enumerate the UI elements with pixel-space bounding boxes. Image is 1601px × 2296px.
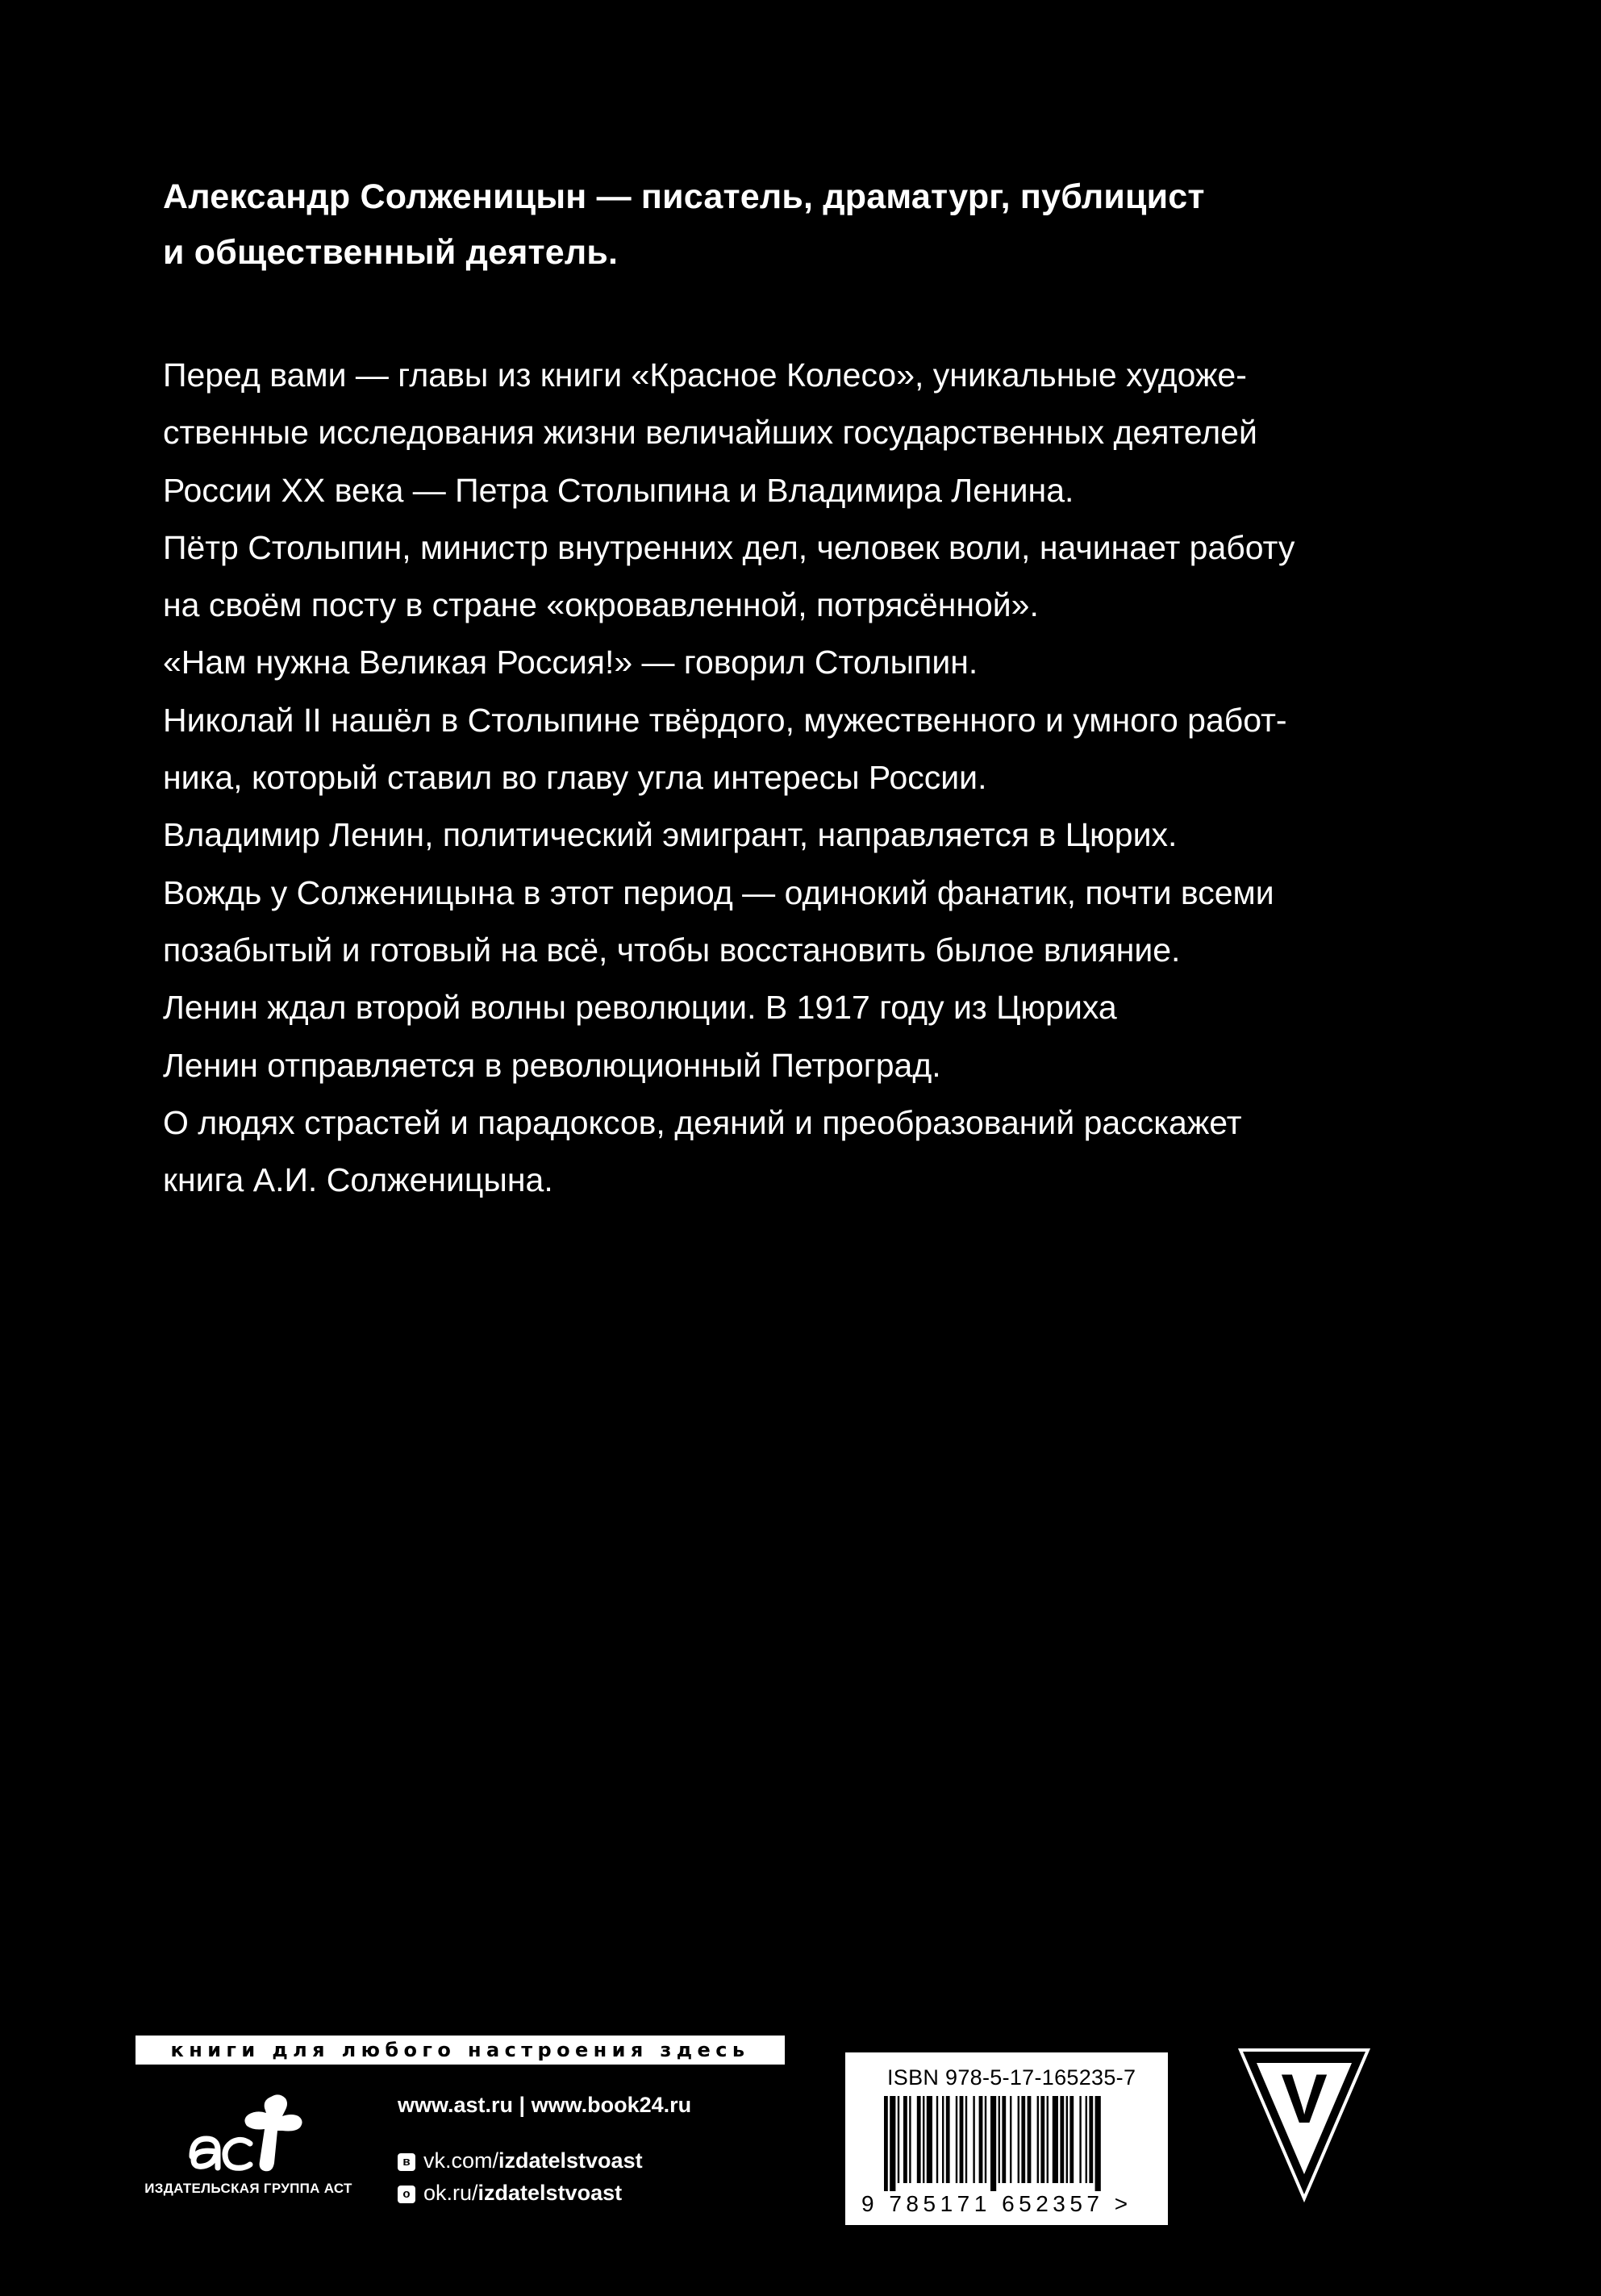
imprint-logo bbox=[1236, 2045, 1373, 2203]
annotation-line: Вождь у Солженицына в этот период — одинокий фанатик, почти всеми bbox=[163, 873, 1274, 911]
barcode-bar bbox=[1010, 2096, 1011, 2183]
annotation-text bbox=[163, 347, 1486, 1209]
annotation-line: книга А.И. Солженицына. bbox=[163, 1161, 553, 1199]
barcode-bar bbox=[1021, 2096, 1025, 2183]
ean-digits: 9 785171 652357 > bbox=[861, 2191, 1132, 2216]
barcode-bar bbox=[917, 2096, 921, 2183]
barcode-bar bbox=[1047, 2096, 1049, 2183]
imprint-mark: V bbox=[1281, 2061, 1328, 2138]
annotation-line: Владимир Ленин, политический эмигрант, направляется в Цюрих. bbox=[163, 816, 1178, 854]
annotation-line: «Нам нужна Великая Россия!» — говорил Столыпин. bbox=[163, 644, 978, 681]
ok-handle: izdatelstvoast bbox=[477, 2181, 623, 2205]
vk-handle: izdatelstvoast bbox=[498, 2148, 643, 2173]
ok-icon: о bbox=[398, 2186, 415, 2203]
barcode-bar bbox=[956, 2096, 957, 2183]
barcode-bar bbox=[1040, 2096, 1044, 2183]
barcode-bar bbox=[999, 2096, 1000, 2183]
annotation-line: Ленин отправляется в революционный Петроград. bbox=[163, 1046, 941, 1084]
barcode-bar bbox=[1018, 2096, 1019, 2183]
lead-line: Александр Солженицын — писатель, драматург, публицист bbox=[163, 177, 1205, 216]
barcode-bar bbox=[942, 2096, 944, 2183]
ast-logo-icon bbox=[176, 2090, 321, 2179]
annotation-line: на своём посту в стране «окровавленной, потрясённой». bbox=[163, 586, 1039, 624]
author-lead bbox=[163, 169, 1453, 281]
vk-prefix: vk.com/ bbox=[423, 2148, 499, 2173]
barcode-bar bbox=[1060, 2096, 1064, 2183]
annotation-line: Николай II нашёл в Столыпине твёрдого, мужественного и умного работ- bbox=[163, 701, 1287, 739]
barcode-bar bbox=[890, 2096, 895, 2191]
annotation-line: Ленин ждал второй волны революции. В 1917 году из Цюриха bbox=[163, 989, 1117, 1027]
ok-link[interactable] bbox=[398, 2179, 622, 2206]
annotation-line: Пётр Столыпин, министр внутренних дел, человек воли, начинает работу bbox=[163, 528, 1295, 566]
barcode-bar bbox=[927, 2096, 932, 2183]
barcode-bar bbox=[1066, 2096, 1068, 2183]
barcode-bar bbox=[1095, 2096, 1101, 2191]
annotation-line: России XX века — Петра Столыпина и Владимира Ленина. bbox=[163, 471, 1074, 509]
barcode-bar bbox=[923, 2096, 924, 2183]
vk-icon: в bbox=[398, 2153, 415, 2171]
barcode-bar bbox=[990, 2096, 996, 2191]
barcode-bar bbox=[1002, 2096, 1006, 2183]
barcode-bar bbox=[1037, 2096, 1039, 2183]
barcode-bar bbox=[903, 2096, 907, 2183]
isbn-barcode bbox=[845, 2052, 1168, 2225]
annotation-line: позабытый и готовый на всё, чтобы восстановить былое влияние. bbox=[163, 931, 1181, 969]
barcode-bar bbox=[946, 2096, 950, 2183]
barcode-bar bbox=[979, 2096, 983, 2183]
slogan-banner: книги для любого настроения здесь bbox=[136, 2036, 785, 2065]
barcode-bar bbox=[1089, 2096, 1093, 2183]
publisher-logo bbox=[136, 2090, 361, 2211]
barcode-bar bbox=[909, 2096, 911, 2183]
annotation-line: ственные исследования жизни величайших государственных деятелей bbox=[163, 414, 1257, 452]
publisher-caption: ИЗДАТЕЛЬСКАЯ ГРУППА АСТ bbox=[144, 2181, 352, 2196]
vk-link[interactable] bbox=[398, 2147, 643, 2174]
site-links[interactable]: www.ast.ru | www.book24.ru bbox=[398, 2093, 692, 2117]
annotation-line: Перед вами — главы из книги «Красное Колесо», уникальные художе- bbox=[163, 356, 1247, 394]
annotation-line: ника, который ставил во главу угла интересы России. bbox=[163, 759, 987, 797]
barcode-bar bbox=[965, 2096, 967, 2183]
barcode-bar bbox=[898, 2096, 899, 2183]
barcode-bar bbox=[1028, 2096, 1032, 2183]
barcode-bar bbox=[936, 2096, 938, 2183]
barcode-bar bbox=[1053, 2096, 1058, 2183]
annotation-line: О людях страстей и парадоксов, деяний и преобразований расскажет bbox=[163, 1103, 1242, 1141]
v-triangle-icon bbox=[1236, 2045, 1373, 2203]
barcode-bar bbox=[1069, 2096, 1074, 2183]
barcode-bar bbox=[1079, 2096, 1081, 2183]
barcode-bar bbox=[985, 2096, 986, 2183]
lead-line: и общественный деятель. bbox=[163, 233, 619, 272]
barcode-bar bbox=[973, 2096, 974, 2183]
ok-prefix: ok.ru/ bbox=[423, 2181, 478, 2205]
barcode-bar bbox=[884, 2096, 888, 2191]
barcode-bar bbox=[1086, 2096, 1087, 2183]
barcode-bar bbox=[960, 2096, 964, 2183]
isbn-number: ISBN 978-5-17-165235-7 bbox=[887, 2065, 1136, 2090]
